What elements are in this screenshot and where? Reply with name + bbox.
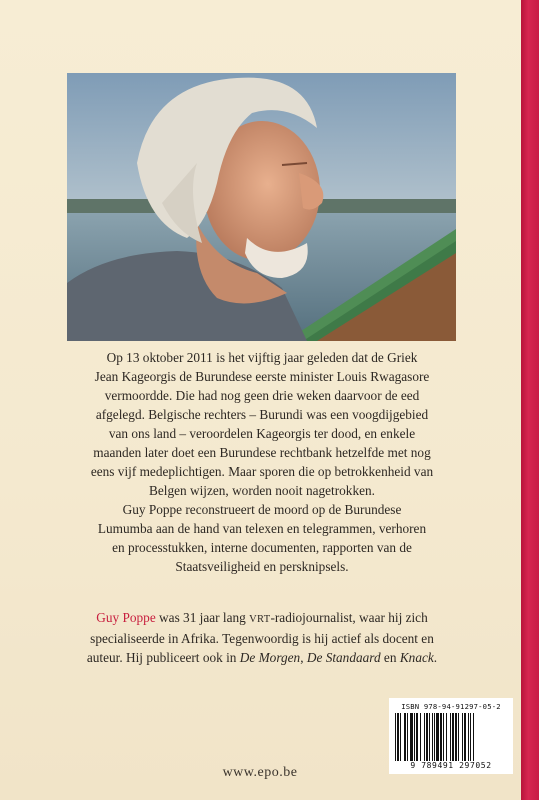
publisher-url: www.epo.be [222, 765, 298, 780]
barcode-bar [452, 713, 454, 761]
barcode-bar [462, 713, 463, 761]
blurb-line: eens vijf medeplichtigen. Maar sporen die op betrokkenheid van [90, 464, 434, 479]
vrt-abbrev: VRT [249, 614, 271, 625]
author-bio [70, 608, 454, 667]
blurb-line: afgelegd. Belgische rechters – Burundi was een voogdijgebied [95, 407, 429, 422]
bio-text: -radiojournalist, waar hij zich [270, 610, 428, 625]
publication-name: De Standaard [306, 650, 381, 665]
blurb-line: Jean Kageorgis de Burundese eerste minister Louis Rwagasore [94, 369, 430, 384]
barcode-bar [397, 713, 399, 761]
barcode-bar [464, 713, 466, 761]
barcode-bar [410, 713, 413, 761]
author-name: Guy Poppe [96, 610, 156, 625]
barcode-bar [426, 713, 428, 761]
red-spine [521, 0, 539, 800]
barcode-bar [443, 713, 444, 761]
blurb-line: Belgen wijzen, worden nooit nagetrokken. [149, 483, 375, 498]
bio-text: , [300, 650, 307, 665]
barcode-bar [434, 713, 435, 761]
publication-name: Knack [399, 650, 434, 665]
blurb-line: vermoordde. Die had nog geen drie weken daarvoor de eed [104, 388, 420, 403]
barcode-bar [470, 713, 471, 761]
bio-text: was 31 jaar lang [155, 610, 250, 625]
barcode-bar [429, 713, 430, 761]
barcode-bar [414, 713, 415, 761]
bio-text: en [380, 650, 400, 665]
barcode-bar [436, 713, 439, 761]
bio-line-2: specialiseerde in Afrika. Tegenwoordig is hij actief als docent en [90, 631, 434, 646]
publication-name: De Morgen [239, 650, 301, 665]
barcode-bar [404, 713, 406, 761]
blurb-line: maanden later doet een Burundese rechtbank hetzelfde met nog [93, 445, 431, 460]
blurb-line: Staatsveiligheid en persknipsels. [175, 559, 349, 574]
barcode-bar [473, 713, 474, 761]
barcode-bar [446, 713, 447, 761]
barcode-bar [458, 713, 459, 761]
barcode-bar [407, 713, 408, 761]
author-photo [67, 73, 456, 341]
barcode-bar [450, 713, 451, 761]
barcode-number: 9 789491 297052 [410, 761, 492, 770]
bio-line-3 [70, 648, 454, 667]
barcode-bar [455, 713, 457, 761]
barcode-bars [395, 713, 507, 761]
blurb-line: Op 13 oktober 2011 is het vijftig jaar geleden dat de Griek [106, 350, 418, 365]
isbn-label: ISBN 978-94-91297-05-2 [401, 702, 501, 711]
blurb-line: Guy Poppe reconstrueert de moord op de Burundese [122, 502, 402, 517]
barcode-bar [420, 713, 421, 761]
barcode-bar [432, 713, 433, 761]
barcode-bar [400, 713, 401, 761]
barcode-bar [468, 713, 469, 761]
barcode-bar [424, 713, 425, 761]
barcode-bar [395, 713, 396, 761]
blurb-line: en processtukken, interne documenten, rapporten van de [112, 540, 412, 555]
barcode-panel [389, 698, 513, 774]
barcode-bar [440, 713, 442, 761]
blurb-text [70, 348, 454, 576]
blurb-line: van ons land – veroordelen Kageorgis ter dood, en enkele [108, 426, 416, 441]
bio-line-1 [70, 608, 454, 629]
blurb-line: Lumumba aan de hand van telexen en telegrammen, verhoren [97, 521, 427, 536]
bio-text: auteur. Hij publiceert ook in [86, 650, 240, 665]
barcode-bar [416, 713, 418, 761]
bio-text: . [433, 650, 438, 665]
